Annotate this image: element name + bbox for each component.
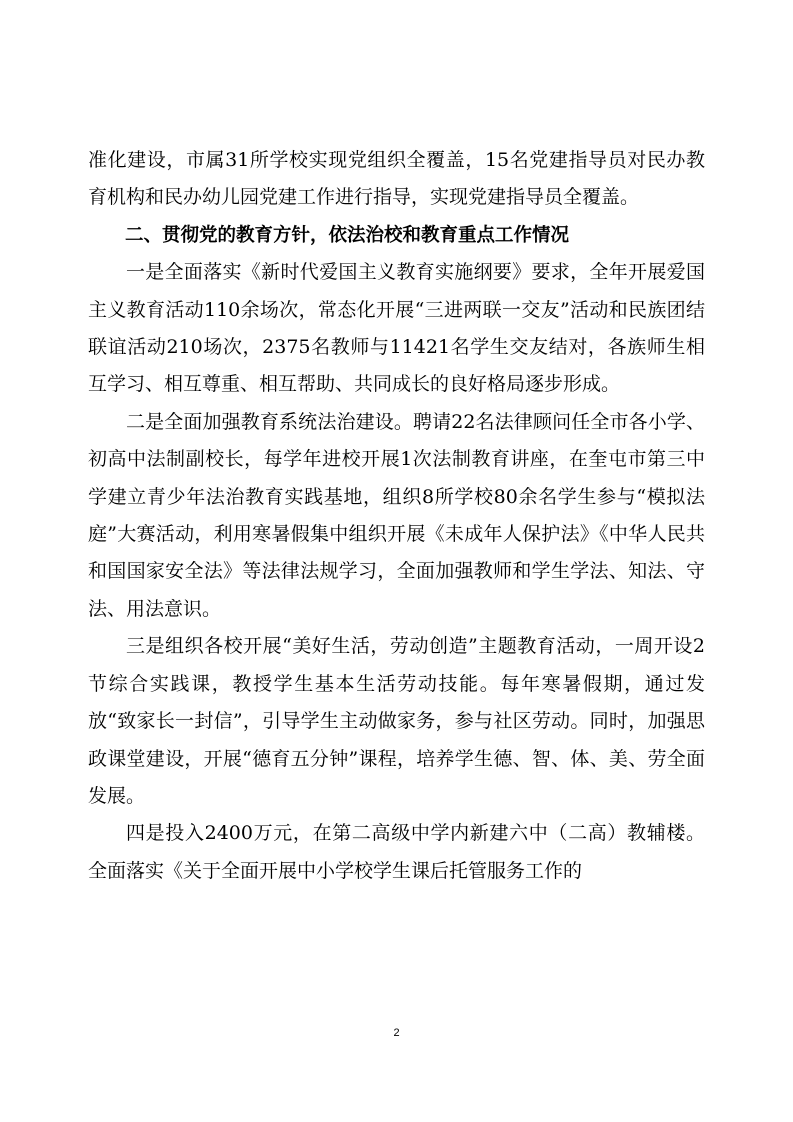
section-heading: 二、贯彻党的教育方针，依法治校和教育重点工作情况	[125, 224, 570, 246]
continuation-paragraph: 准化建设，市属31所学校实现党组织全覆盖，15名党建指导员对民办教育机构和民办幼儿园党建工作进行指导，实现党建指导员全覆盖。	[88, 149, 705, 209]
page-number: 2	[393, 1027, 400, 1039]
paragraph-patriotic-education: 一是全面落实《新时代爱国主义教育实施纲要》要求，全年开展爱国主义教育活动110余场次，常态化开展“三进两联一交友”活动和民族团结联谊活动210场次，2375名教师与11421名学生交友结对，各族师生相互学习、相互尊重、相互帮助、共同成长的良好格局逐步形成。	[88, 261, 705, 396]
paragraph-investment: 四是投入2400万元，在第二高级中学内新建六中（二高）教辅楼。全面落实《关于全面开展中小学校学生课后托管服务工作的	[88, 822, 705, 882]
paragraph-legal-education: 二是全面加强教育系统法治建设。聘请22名法律顾问任全市各小学、初高中法制副校长，每学年进校开展1次法制教育讲座，在奎屯市第三中学建立青少年法治教育实践基地，组织8所学校80余名学生参与“模拟法庭”大赛活动，利用寒暑假集中组织开展《未成年人保护法》《中华人民共和国国家安全法》等法律法规学习，全面加强教师和学生学法、知法、守法、用法意识。	[88, 410, 705, 620]
paragraph-labor-education: 三是组织各校开展“美好生活，劳动创造”主题教育活动，一周开设2节综合实践课，教授学生基本生活劳动技能。每年寒暑假期，通过发放“致家长一封信”，引导学生主动做家务，参与社区劳动。同时，加强思政课堂建设，开展“德育五分钟”课程，培养学生德、智、体、美、劳全面发展。	[88, 635, 705, 807]
